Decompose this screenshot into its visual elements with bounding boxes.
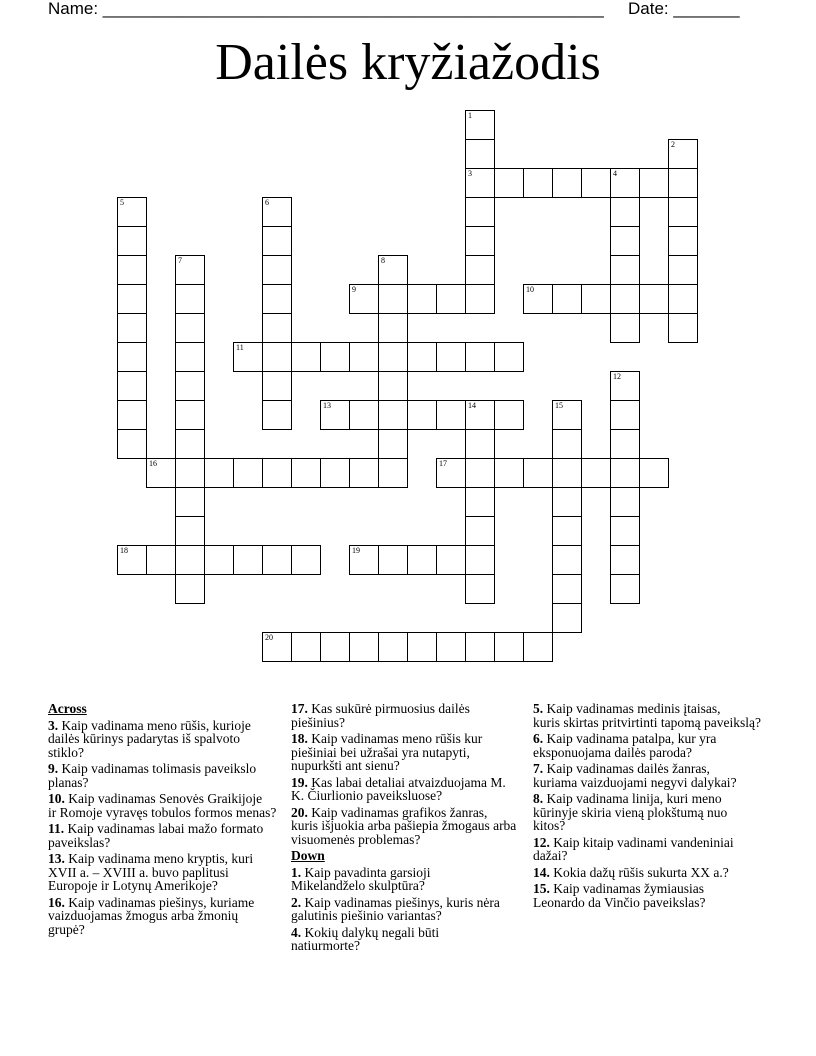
clue-number: 13. [48,851,65,866]
grid-cell [378,313,408,343]
grid-cell [378,284,408,314]
grid-cell [378,371,408,401]
grid-cell [117,284,147,314]
clue-number: 4. [291,924,302,940]
grid-cell [581,458,611,488]
clue-text: Kaip vadinamas žymiausias Leonardo da Vinčio paveikslas? [533,881,706,910]
across-clue-17 [291,702,529,729]
grid-cell [668,168,698,198]
grid-cell [552,429,582,459]
grid-cell [378,545,408,575]
grid-cell [523,458,553,488]
grid-cell [262,400,292,430]
grid-cell [117,255,147,285]
clue-text: Kaip vadinamas grafikos žanras, kuris išjuokia arba pašiepia žmogaus arba visuomenės problemas? [291,804,517,847]
grid-cell [639,284,669,314]
grid-cell [262,284,292,314]
clue-text: Kaip vadinama meno kryptis, kuri XVII a. – XVIII a. buvo paplitusi Europoje ir Lotynų Amerikoje? [48,851,254,893]
grid-cell [668,313,698,343]
grid-cell [610,371,640,401]
grid-cell [668,197,698,227]
down-clue-12 [533,836,771,863]
grid-cell [175,284,205,314]
down-clue-4 [291,926,529,953]
clue-text: Kas labai detaliai atvaizduojama M. K. Čiurlionio paveiksluose? [291,774,506,803]
grid-cell [494,168,524,198]
grid-cell [552,603,582,633]
grid-cell [204,458,234,488]
grid-number-label: 4 [613,169,617,178]
grid-cell [465,255,495,285]
grid-cell [378,458,408,488]
grid-cell [465,429,495,459]
grid-cell [262,226,292,256]
grid-cell [378,429,408,459]
grid-cell [146,545,176,575]
grid-number-label: 6 [265,198,269,207]
grid-cell [117,429,147,459]
across-clue-3 [48,719,286,760]
grid-cell [262,313,292,343]
grid-cell [436,545,466,575]
grid-cell [581,168,611,198]
grid-cell [639,458,669,488]
grid-cell [175,255,205,285]
grid-cell [494,458,524,488]
grid-cell [175,429,205,459]
grid-cell [407,400,437,430]
grid-cell [465,226,495,256]
grid-cell [552,545,582,575]
grid-cell [175,371,205,401]
clue-text: Kaip vadinamas piešinys, kuris nėra galutinis piešinio variantas? [291,894,500,923]
clue-text: Kokių dalykų negali būti natiurmorte? [291,924,440,953]
grid-cell [291,632,321,662]
grid-cell [175,458,205,488]
grid-cell [262,458,292,488]
page-title: Dailės kryžiažodis [215,34,601,91]
clue-text: Kaip vadinamas meno rūšis kur piešiniai bei užrašai yra nutapyti, nupurkšti ant sienu? [291,731,483,773]
grid-cell [552,284,582,314]
grid-cell [262,197,292,227]
grid-cell [610,197,640,227]
grid-cell [291,458,321,488]
grid-cell [262,342,292,372]
down-clue-14 [533,866,771,880]
grid-cell [378,342,408,372]
clue-text: Kaip vadinamas piešinys, kuriame vaizduojamas žmogus arba žmonių grupė? [48,894,255,937]
grid-cell [610,313,640,343]
grid-cell [552,458,582,488]
across-heading: Across [48,701,87,716]
clue-number: 1. [291,864,302,880]
clue-number: 19. [291,774,308,790]
down-clue-15 [533,882,771,909]
clue-number: 8. [533,791,544,806]
down-clue-6 [533,732,771,759]
grid-cell [552,574,582,604]
down-clue-5 [533,702,771,729]
across-clue-13 [48,852,286,893]
grid-cell [465,197,495,227]
grid-cell [349,545,379,575]
grid-cell [465,487,495,517]
clue-number: 6. [533,731,544,746]
grid-cell [349,632,379,662]
clue-text: Kaip vadinama linija, kuri meno kūrinyje skiria vieną plokštumą nuo kitos? [533,791,728,833]
grid-cell [581,284,611,314]
grid-number-label: 19 [352,546,360,555]
grid-cell [610,255,640,285]
grid-cell [610,574,640,604]
down-clue-2 [291,896,529,923]
clue-number: 3. [48,717,59,733]
grid-cell [494,400,524,430]
grid-number-label: 9 [352,285,356,294]
grid-cell [494,342,524,372]
grid-cell [262,632,292,662]
grid-number-label: 20 [265,633,273,642]
grid-cell [610,284,640,314]
grid-cell [523,632,553,662]
grid-cell [378,632,408,662]
grid-cell [668,255,698,285]
grid-cell [465,458,495,488]
clue-number: 18. [291,731,308,746]
grid-cell [610,168,640,198]
grid-cell [465,168,495,198]
grid-cell [465,139,495,169]
date-field-line: Date: _______ [628,0,740,18]
grid-cell [117,226,147,256]
grid-cell [349,400,379,430]
grid-cell [117,197,147,227]
grid-cell [175,400,205,430]
clue-number: 10. [48,791,65,806]
grid-cell [204,545,234,575]
clue-number: 16. [48,894,65,910]
grid-cell [668,139,698,169]
grid-cell [552,168,582,198]
across-clue-20 [291,806,529,847]
grid-number-label: 16 [149,459,157,468]
grid-cell [233,342,263,372]
clue-number: 2. [291,894,302,910]
across-clue-9 [48,762,286,789]
grid-number-label: 13 [323,401,331,410]
grid-cell [610,226,640,256]
grid-cell [407,284,437,314]
grid-cell [436,342,466,372]
grid-cell [610,400,640,430]
grid-number-label: 18 [120,546,128,555]
clue-text: Kaip vadinamas tolimasis paveikslo planas? [48,761,257,790]
grid-cell [465,632,495,662]
clue-text: Kaip vadinama patalpa, kur yra eksponuojama dailės paroda? [533,731,717,760]
grid-cell [378,255,408,285]
clue-text: Kaip pavadinta garsioji Mikelandželo skulptūra? [291,864,431,893]
clue-number: 20. [291,804,308,820]
grid-number-label: 15 [555,401,563,410]
grid-cell [175,545,205,575]
grid-cell [465,400,495,430]
grid-cell [262,371,292,401]
grid-number-label: 17 [439,459,447,468]
grid-cell [610,458,640,488]
grid-number-label: 7 [178,256,182,265]
clue-number: 11. [48,821,65,836]
clue-number: 15. [533,881,550,896]
grid-cell [349,458,379,488]
clue-text: Kas sukūrė pirmuosius dailės piešinius? [291,701,470,730]
grid-cell [465,110,495,140]
clues-column-2 [291,702,529,956]
grid-cell [639,168,669,198]
clue-text: Kaip vadinamas Senovės Graikijoje ir Romoje vyravęs tobulos formos menas? [48,791,277,820]
grid-cell [494,632,524,662]
grid-cell [175,487,205,517]
grid-cell [610,545,640,575]
clue-text: Kaip kitaip vadinami vandeniniai dažai? [533,834,734,863]
across-clue-11 [48,822,286,849]
grid-cell [146,458,176,488]
grid-cell [117,313,147,343]
grid-cell [436,458,466,488]
clue-number: 17. [291,701,308,716]
grid-cell [291,545,321,575]
grid-cell [175,574,205,604]
grid-cell [465,545,495,575]
grid-cell [233,545,263,575]
grid-cell [668,226,698,256]
grid-cell [262,545,292,575]
clue-number: 14. [533,864,550,880]
grid-cell [465,284,495,314]
down-clue-1 [291,866,529,893]
across-clue-10 [48,792,286,819]
grid-cell [523,284,553,314]
grid-cell [349,284,379,314]
across-clue-18 [291,732,529,773]
grid-cell [117,545,147,575]
down-clue-8 [533,792,771,833]
clue-text: Kaip vadinamas medinis įtaisas, kuris skirtas pritvirtinti tapomą paveikslą? [533,701,761,730]
grid-number-label: 2 [671,140,675,149]
clue-text: Kaip vadinamas labai mažo formato paveikslas? [48,821,264,850]
across-clue-19 [291,776,529,803]
grid-cell [378,400,408,430]
grid-cell [291,342,321,372]
grid-number-label: 3 [468,169,472,178]
grid-cell [436,284,466,314]
grid-cell [407,632,437,662]
grid-cell [465,516,495,546]
crossword-grid [117,110,698,662]
grid-cell [436,400,466,430]
grid-cell [552,487,582,517]
clue-number: 9. [48,761,59,776]
grid-cell [262,255,292,285]
grid-cell [320,342,350,372]
grid-cell [349,342,379,372]
name-field-line: Name: _____________________________________________________ [48,0,604,18]
clue-number: 7. [533,761,544,776]
grid-cell [552,400,582,430]
grid-cell [117,400,147,430]
grid-cell [175,313,205,343]
grid-number-label: 5 [120,198,124,207]
grid-number-label: 14 [468,401,476,410]
clue-number: 12. [533,834,550,850]
grid-cell [610,487,640,517]
grid-cell [117,371,147,401]
grid-cell [117,342,147,372]
grid-cell [320,458,350,488]
clue-number: 5. [533,701,544,716]
grid-cell [436,632,466,662]
grid-number-label: 8 [381,256,385,265]
clue-text: Kaip vadinama meno rūšis, kurioje dailės kūrinys padarytas iš spalvoto stiklo? [48,717,251,760]
grid-cell [320,632,350,662]
clues-column-1 [48,702,286,939]
grid-cell [465,574,495,604]
grid-cell [668,284,698,314]
grid-number-label: 10 [526,285,534,294]
clue-text: Kaip vadinamas dailės žanras, kuriama vaizduojami negyvi dalykai? [533,761,737,790]
grid-cell [610,429,640,459]
grid-cell [407,545,437,575]
clues-column-3 [533,702,771,912]
grid-cell [407,342,437,372]
grid-cell [523,168,553,198]
grid-number-label: 11 [236,343,244,352]
grid-cell [175,516,205,546]
across-clue-16 [48,896,286,937]
grid-cell [175,342,205,372]
clue-text: Kokia dažų rūšis sukurta XX a.? [553,864,729,880]
grid-cell [233,458,263,488]
grid-number-label: 12 [613,372,621,381]
down-heading: Down [291,848,325,863]
down-clue-7 [533,762,771,789]
grid-cell [320,400,350,430]
grid-cell [610,516,640,546]
grid-cell [465,342,495,372]
grid-number-label: 1 [468,111,472,120]
grid-cell [552,516,582,546]
